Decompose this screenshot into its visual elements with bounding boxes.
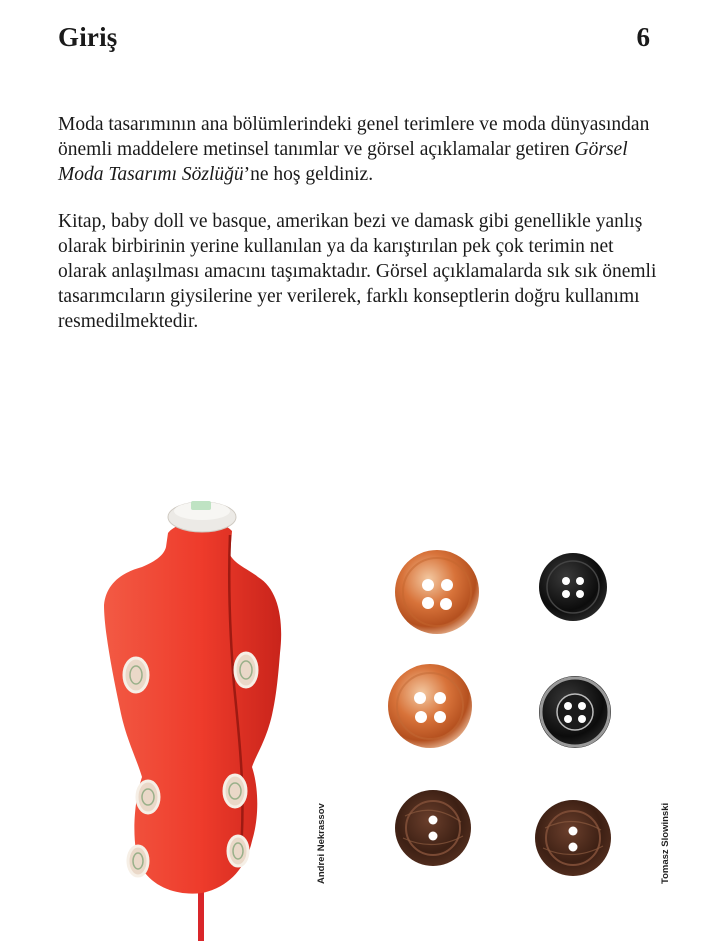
buttons-photo xyxy=(375,540,645,880)
button-horn-1 xyxy=(395,550,479,634)
intro-p1-end: ’ne hoş geldiniz. xyxy=(243,164,374,185)
page-number: 6 xyxy=(636,22,650,52)
button-horn-2 xyxy=(388,664,472,748)
mannequin-torso xyxy=(104,521,281,893)
button-wood-1 xyxy=(395,790,471,866)
book-title: Görsel Moda Tasarımı Sözlüğü xyxy=(58,139,628,185)
intro-p1-start: Moda tasarımının ana bölümlerindeki genel terimlere ve moda dünyasından önemli maddelere metinsel tanımlar ve görsel açıklamalar getiren xyxy=(58,114,650,160)
mannequin-photo-credit: Andrei Nekrassov xyxy=(316,803,327,884)
buttons-photo-credit: Tomasz Slowinski xyxy=(660,802,671,884)
mannequin-stand xyxy=(198,890,204,941)
button-black-2 xyxy=(539,676,611,748)
intro-paragraph-1 xyxy=(58,112,658,187)
page-title: Giriş xyxy=(58,22,118,52)
intro-paragraph-2: Kitap, baby doll ve basque, amerikan bezi ve damask gibi genellikle yanlış olarak birbirinin yerine kullanılan ya da karıştırılan pek çok terimin net olarak anlaşılması amacını taşımaktadır. Görsel açıklamalarda sık sık önemli tasarımcıların giysilerine yer verilerek, farklı konseptlerin doğru kullanımı resmedilmektedir. xyxy=(58,211,657,332)
button-black-1 xyxy=(539,553,607,621)
button-wood-2 xyxy=(535,800,611,876)
intro-text xyxy=(58,112,658,356)
mannequin-photo xyxy=(80,495,300,941)
